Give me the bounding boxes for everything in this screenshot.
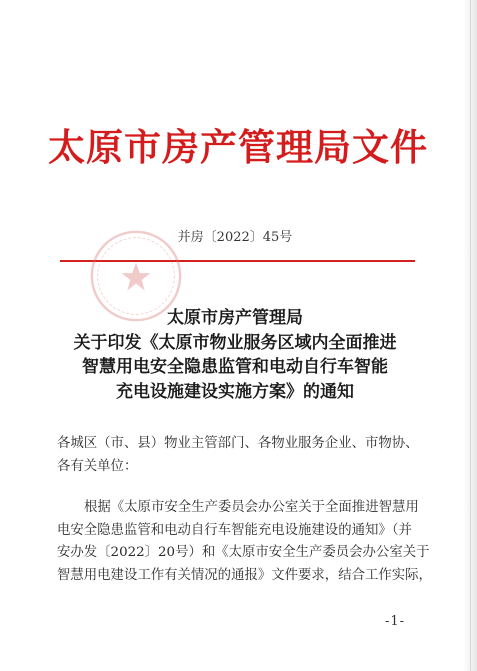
document-title bbox=[0, 306, 470, 404]
title-line: 智慧用电安全隐患监管和电动自行车智能 bbox=[82, 357, 388, 377]
page-edge-line bbox=[470, 0, 471, 671]
title-line: 太原市房产管理局 bbox=[167, 308, 303, 328]
document-masthead: 太原市房产管理局文件 bbox=[48, 125, 428, 169]
page-number: -1- bbox=[385, 614, 406, 629]
paragraph-line: 智慧用电建设工作有关情况的通报》文件要求，结合工作实际， bbox=[57, 567, 432, 583]
body-paragraph bbox=[57, 497, 432, 587]
paragraph-line: 根据《太原市安全生产委员会办公室关于全面推进智慧用 bbox=[84, 500, 419, 515]
salutation-line: 各城区（市、县）物业主管部门、各物业服务企业、市物协、 bbox=[57, 436, 419, 451]
salutation bbox=[57, 433, 429, 478]
paragraph-line: 安办发〔2022〕20号）和《太原市安全生产委员会办公室关于 bbox=[57, 545, 430, 560]
title-line: 关于印发《太原市物业服务区域内全面推进 bbox=[73, 332, 397, 353]
title-line: 充电设施建设实施方案》的通知 bbox=[116, 381, 354, 402]
paragraph-line: 电安全隐患监管和电动自行车智能充电设施建设的通知》（并 bbox=[57, 522, 412, 538]
salutation-line: 各有关单位： bbox=[57, 458, 138, 474]
document-number: 并房〔2022〕45号 bbox=[177, 230, 293, 245]
